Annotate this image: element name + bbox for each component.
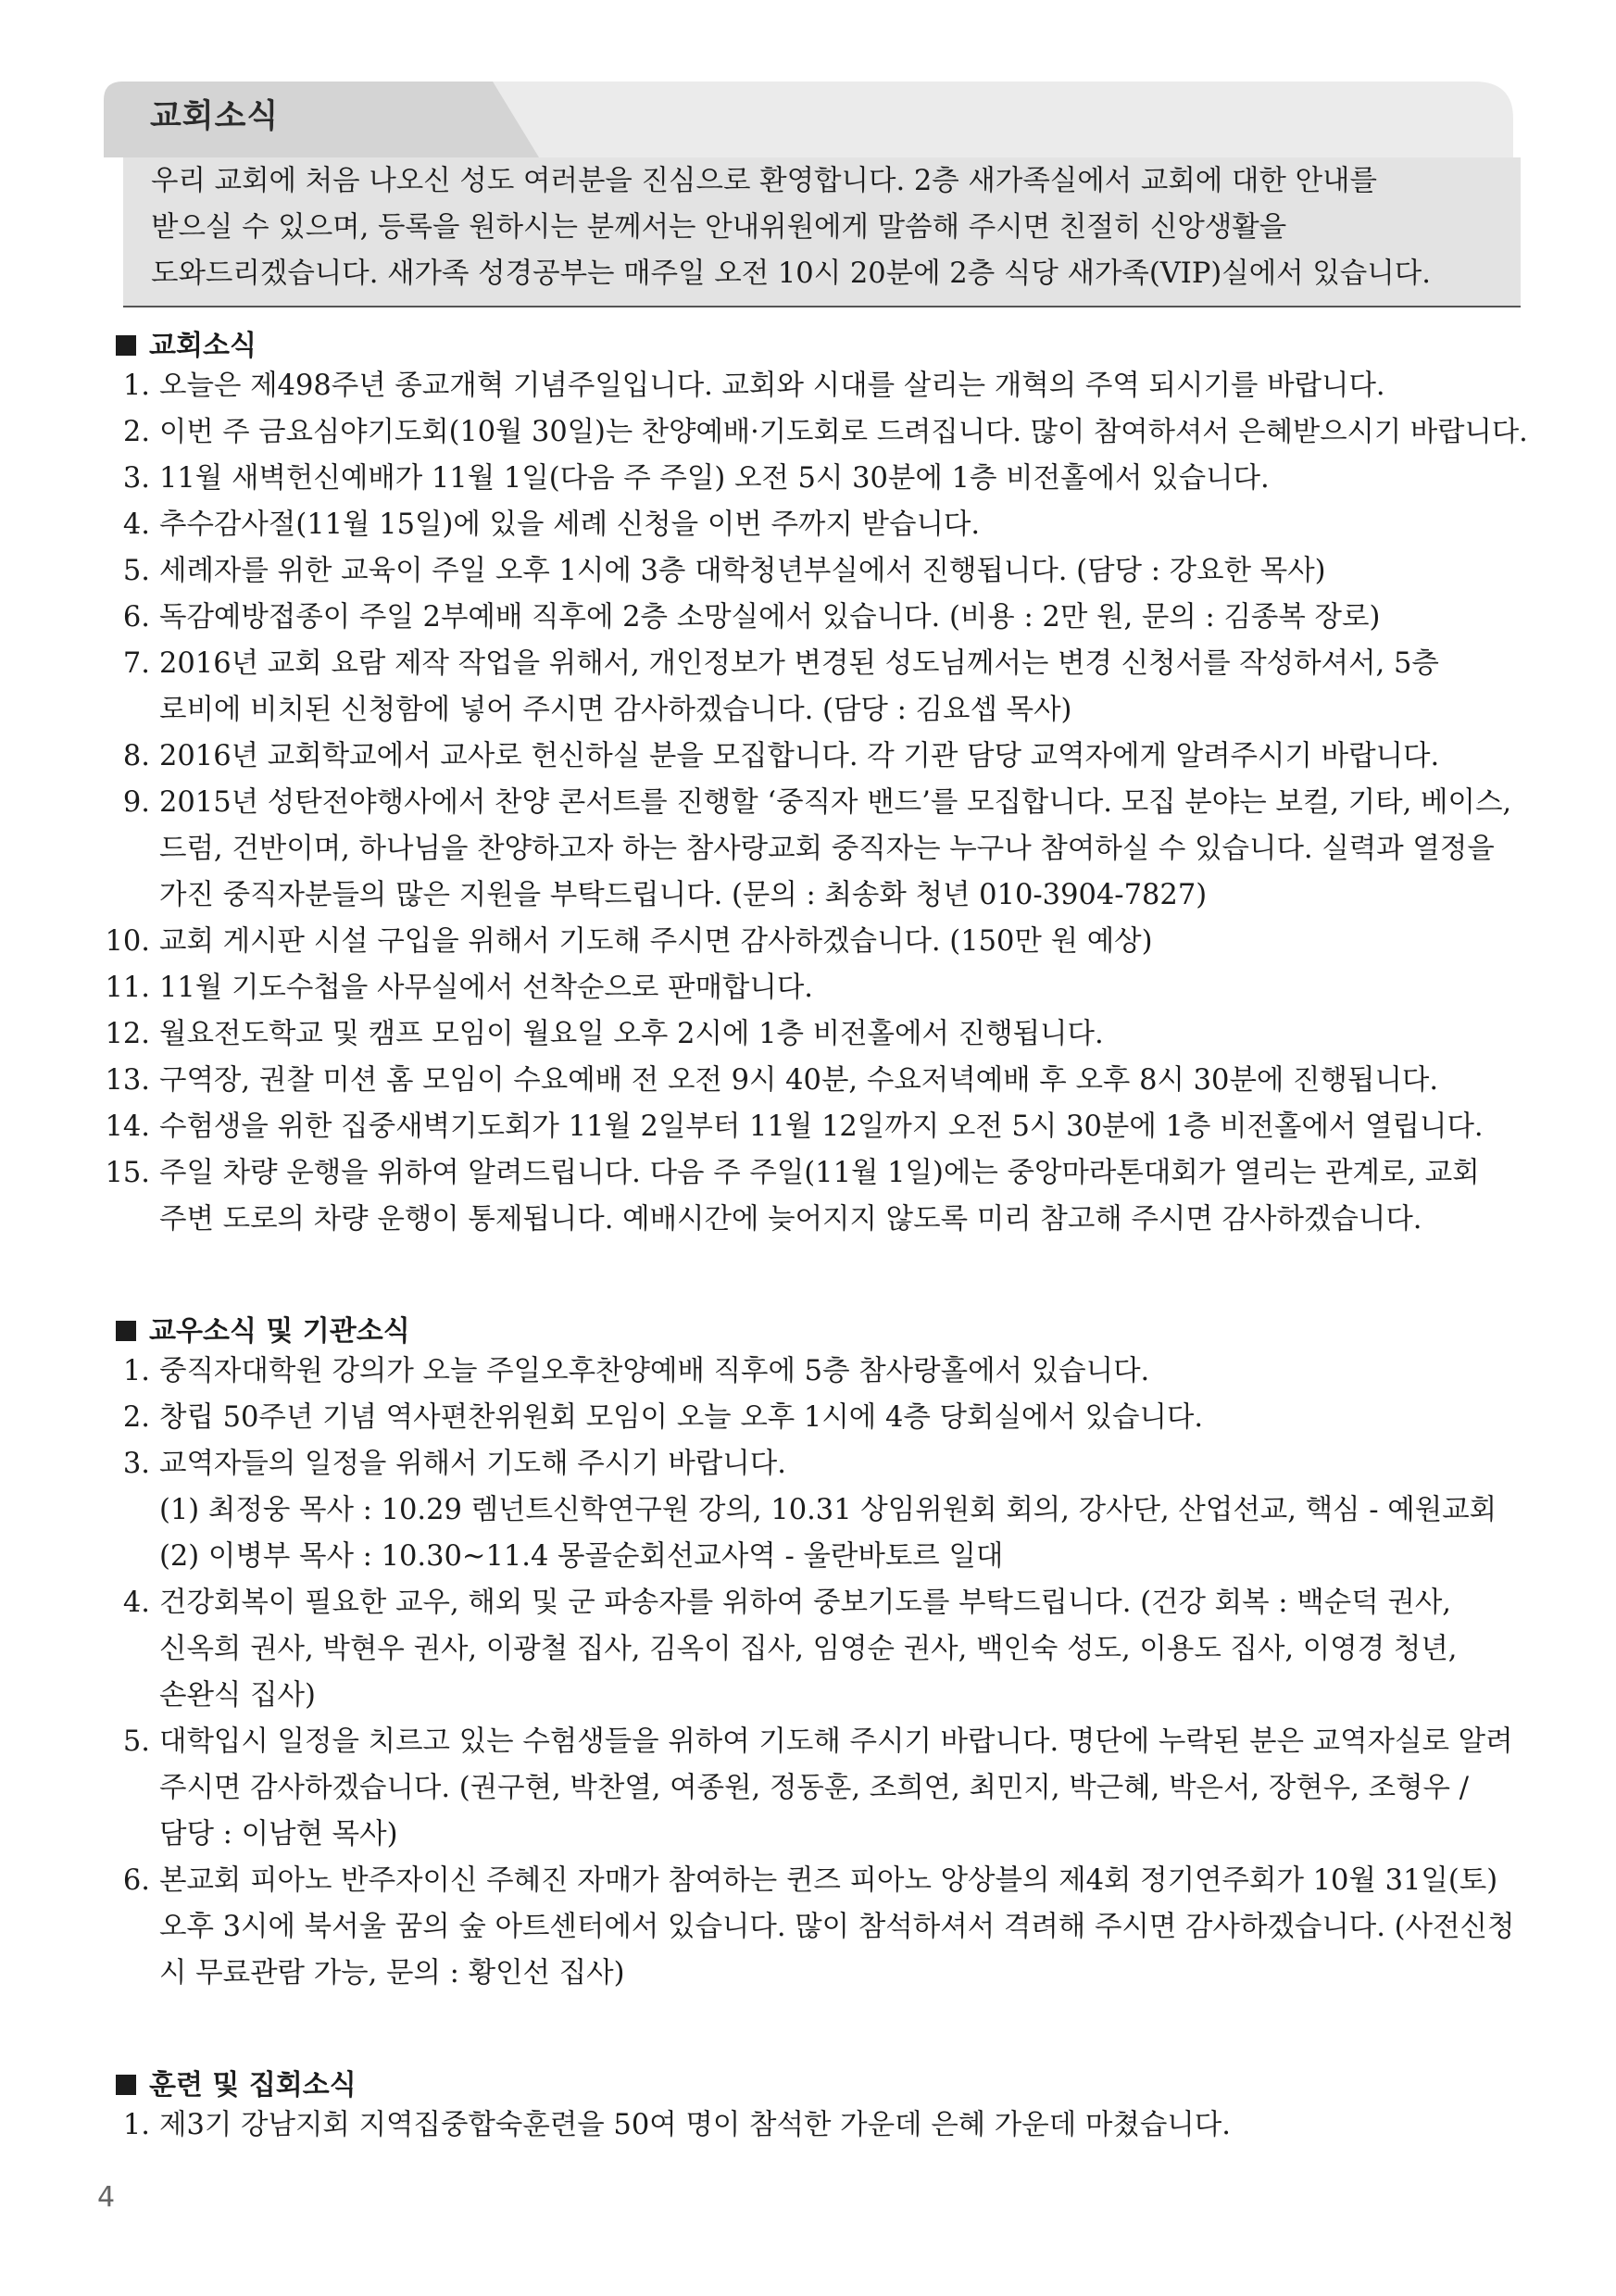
- list-item-continuation: 드럼, 건반이며, 하나님을 찬양하고자 하는 참사랑교회 중직자는 누구나 참여하실 수 있습니다. 실력과 열정을: [159, 833, 1495, 865]
- list-item: 1. 오늘은 제498주년 종교개혁 기념주일입니다. 교회와 시대를 살리는 개혁의 주역 되시기를 바랍니다.: [122, 370, 1385, 402]
- list-item: 12. 월요전도학교 및 캠프 모임이 월요일 오후 2시에 1층 비전홀에서 진행됩니다.: [105, 1018, 1104, 1050]
- list-item: 2. 이번 주 금요심야기도회(10월 30일)는 찬양예배·기도회로 드려집니다. 많이 참여하셔서 은혜받으시기 바랍니다.: [123, 416, 1528, 448]
- list-item-continuation: 담당 : 이남현 목사): [159, 1818, 398, 1851]
- list-item: 15. 주일 차량 운행을 위하여 알려드립니다. 다음 주 주일(11월 1일)에는 중앙마라톤대회가 열리는 관계로, 교회: [105, 1157, 1480, 1189]
- list-item: 4. 건강회복이 필요한 교우, 해외 및 군 파송자를 위하여 중보기도를 부탁드립니다. (건강 회복 : 백순덕 권사,: [122, 1587, 1451, 1619]
- list-item: 2. 창립 50주년 기념 역사편찬위원회 모임이 오늘 오후 1시에 4층 당회실에서 있습니다.: [122, 1401, 1204, 1434]
- welcome-line: 받으실 수 있으며, 등록을 원하시는 분께서는 안내위원에게 말씀해 주시면 친절히 신앙생활을: [151, 211, 1287, 244]
- list-item: 14. 수험생을 위한 집중새벽기도회가 11월 2일부터 11월 12일까지 오전 5시 30분에 1층 비전홀에서 열립니다.: [105, 1110, 1484, 1143]
- section-title-training-news: 훈련 및 집회소식: [116, 2062, 357, 2102]
- list-item-continuation: 시 무료관람 가능, 문의 : 황인선 집사): [159, 1957, 625, 1989]
- list-item: 3. 11월 새벽헌신예배가 11월 1일(다음 주 주일) 오전 5시 30분에 1층 비전홀에서 있습니다.: [122, 462, 1270, 495]
- list-item: 11. 11월 기도수첩을 사무실에서 선착순으로 판매합니다.: [105, 972, 814, 1004]
- square-bullet-icon: [116, 2075, 136, 2095]
- list-item: 3. 교역자들의 일정을 위해서 기도해 주시기 바랍니다.: [122, 1448, 786, 1480]
- list-item: 8. 2016년 교회학교에서 교사로 헌신하실 분을 모집합니다. 각 기관 담당 교역자에게 알려주시기 바랍니다.: [122, 740, 1440, 772]
- section-title-member-news: 교우소식 및 기관소식: [116, 1308, 410, 1349]
- list-item: 4. 추수감사절(11월 15일)에 있을 세례 신청을 이번 주까지 받습니다.: [122, 508, 981, 541]
- list-item-continuation: 로비에 비치된 신청함에 넣어 주시면 감사하겠습니다. (담당 : 김요셉 목사): [159, 694, 1072, 726]
- list-item-continuation: 신옥희 권사, 박현우 권사, 이광철 집사, 김옥이 집사, 임영순 권사, 백인숙 성도, 이용도 집사, 이영경 청년,: [159, 1633, 1458, 1665]
- list-item-continuation: 오후 3시에 북서울 꿈의 숲 아트센터에서 있습니다. 많이 참석하셔서 격려해 주시면 감사하겠습니다. (사전신청: [159, 1911, 1515, 1943]
- welcome-box: [123, 157, 1521, 307]
- section-title-church-news: 교회소식: [116, 322, 257, 363]
- list-subitem: (1) 최정웅 목사 : 10.29 렘넌트신학연구원 강의, 10.31 상임위원회 회의, 강사단, 산업선교, 핵심 - 예원교회: [159, 1494, 1497, 1526]
- page-number: 4: [97, 2181, 116, 2214]
- square-bullet-icon: [116, 1321, 136, 1341]
- list-item: 6. 독감예방접종이 주일 2부예배 직후에 2층 소망실에서 있습니다. (비용 : 2만 원, 문의 : 김종복 장로): [122, 601, 1381, 634]
- list-item: 10. 교회 게시판 시설 구입을 위해서 기도해 주시면 감사하겠습니다. (150만 원 예상): [105, 925, 1153, 958]
- list-item: 9. 2015년 성탄전야행사에서 찬양 콘서트를 진행할 ‘중직자 밴드’를 모집합니다. 모집 분야는 보컬, 기타, 베이스,: [122, 786, 1512, 819]
- list-item: 1. 중직자대학원 강의가 오늘 주일오후찬양예배 직후에 5층 참사랑홀에서 있습니다.: [122, 1355, 1150, 1387]
- header-title: 교회소식: [150, 98, 280, 135]
- section-header: [104, 82, 1513, 157]
- list-item-continuation: 가진 중직자분들의 많은 지원을 부탁드립니다. (문의 : 최송화 청년 010-3904-7827): [159, 879, 1208, 911]
- welcome-line: 도와드리겠습니다. 새가족 성경공부는 매주일 오전 10시 20분에 2층 식당 새가족(VIP)실에서 있습니다.: [151, 257, 1431, 290]
- list-item: 5. 대학입시 일정을 치르고 있는 수험생들을 위하여 기도해 주시기 바랍니다. 명단에 누락된 분은 교역자실로 알려: [122, 1725, 1513, 1758]
- welcome-line: 우리 교회에 처음 나오신 성도 여러분을 진심으로 환영합니다. 2층 새가족실에서 교회에 대한 안내를: [151, 165, 1377, 197]
- list-item-continuation: 주변 도로의 차량 운행이 통제됩니다. 예배시간에 늦어지지 않도록 미리 참고해 주시면 감사하겠습니다.: [159, 1203, 1422, 1236]
- list-item: 7. 2016년 교회 요람 제작 작업을 위해서, 개인정보가 변경된 성도님께서는 변경 신청서를 작성하셔서, 5층: [122, 647, 1439, 680]
- list-item: 1. 제3기 강남지회 지역집중합숙훈련을 50여 명이 참석한 가운데 은혜 가운데 마쳤습니다.: [122, 2109, 1231, 2141]
- list-item: 5. 세례자를 위한 교육이 주일 오후 1시에 3층 대학청년부실에서 진행됩니다. (담당 : 강요한 목사): [122, 555, 1326, 587]
- list-item-continuation: 주시면 감사하겠습니다. (권구현, 박찬열, 여종원, 정동훈, 조희연, 최민지, 박근혜, 박은서, 장현우, 조형우 /: [159, 1772, 1469, 1804]
- list-item-continuation: 손완식 집사): [159, 1679, 316, 1712]
- list-item: 6. 본교회 피아노 반주자이신 주혜진 자매가 참여하는 퀸즈 피아노 앙상블의 제4회 정기연주회가 10월 31일(토): [122, 1864, 1498, 1897]
- list-item: 13. 구역장, 권찰 미션 홈 모임이 수요예배 전 오전 9시 40분, 수요저녁예배 후 오후 8시 30분에 진행됩니다.: [105, 1064, 1439, 1097]
- square-bullet-icon: [116, 335, 136, 356]
- list-subitem: (2) 이병부 목사 : 10.30~11.4 몽골순회선교사역 - 울란바토르 일대: [159, 1540, 1004, 1573]
- header-tab-shape: [104, 82, 1513, 157]
